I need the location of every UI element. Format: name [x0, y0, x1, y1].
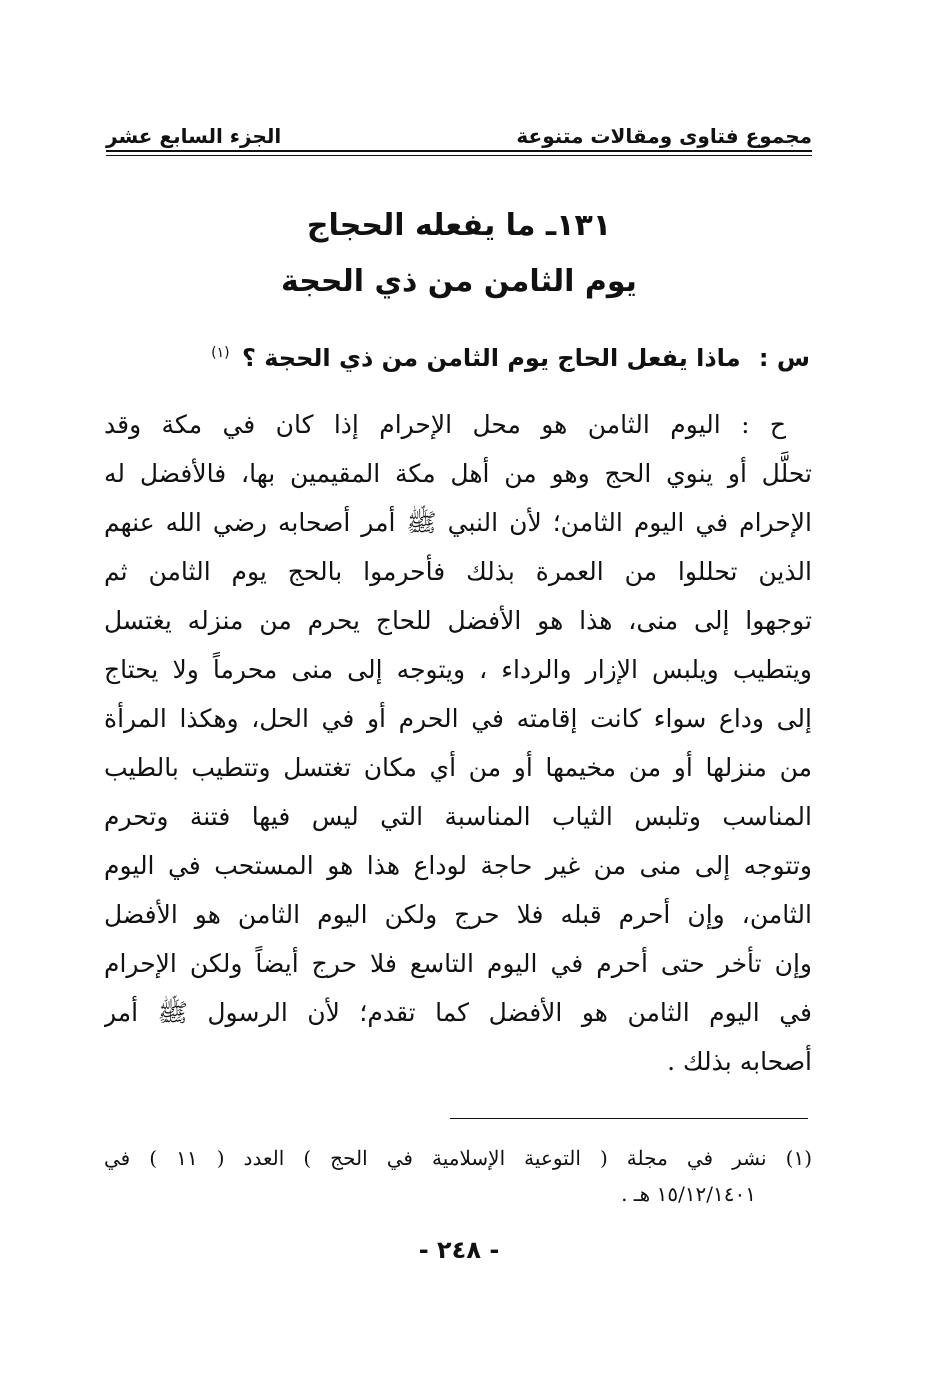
question-text: ماذا يفعل الحاج يوم الثامن من ذي الحجة ؟	[241, 344, 741, 372]
footnote	[104, 1140, 812, 1212]
footnote-line-2: ١٥/١٢/١٤٠١ هـ .	[621, 1182, 756, 1206]
answer-line: ويتطيب ويلبس الإزار والرداء ، ويتوجه إلى منى محرماً ولا يحتاج	[104, 655, 812, 684]
question	[106, 344, 810, 372]
page-number: - ٢٤٨ -	[418, 1236, 500, 1264]
answer-line: وتتوجه إلى منى من غير حاجة لوداع هذا هو المستحب في اليوم	[104, 851, 812, 880]
volume-label: الجزء السابع عشر	[106, 124, 282, 148]
answer-line: الإحرام في اليوم الثامن؛ لأن النبي ﷺ أمر أصحابه رضي الله عنهم	[104, 508, 812, 537]
answer-line: أصحابه بذلك .	[667, 1047, 812, 1076]
answer-line: إلى وداع سواء كانت إقامته في الحرم أو في الحل، وهكذا المرأة	[104, 704, 812, 733]
running-header	[106, 116, 812, 148]
footnote-line-1: (١) نشر في مجلة ( التوعية الإسلامية في الحج ) العدد ( ١١ ) في	[104, 1146, 812, 1170]
answer-line: الثامن، وإن أحرم قبله فلا حرج ولكن اليوم الثامن هو الأفضل	[104, 900, 812, 929]
title-line-1: ١٣١ـ ما يفعله الحجاج	[306, 208, 612, 243]
answer-line: الذين تحللوا من العمرة بذلك فأحرموا بالحج يوم الثامن ثم	[104, 557, 812, 586]
answer-line: المناسب وتلبس الثياب المناسبة التي ليس فيها فتنة وتحرم	[104, 802, 812, 831]
book-title: مجموع فتاوى ومقالات متنوعة	[516, 124, 812, 148]
footnote-reference: (١)	[211, 345, 230, 361]
answer-line: وإن تأخر حتى أحرم في اليوم التاسع فلا حرج أيضاً ولكن الإحرام	[104, 949, 812, 978]
answer-body	[104, 400, 812, 1086]
answer-line: من منزلها أو من مخيمها أو من أي مكان تغتسل وتتطيب بالطيب	[104, 753, 812, 782]
answer-line: توجهوا إلى منى، هذا هو الأفضل للحاج يحرم من منزله يغتسل	[104, 606, 812, 635]
question-prefix: س :	[758, 344, 810, 372]
footnote-divider	[450, 1118, 808, 1119]
fatwa-title	[106, 198, 812, 310]
answer-line: تحلَّل أو ينوي الحج وهو من أهل مكة المقيمين بها، فالأفضل له	[104, 459, 812, 488]
title-line-2: يوم الثامن من ذي الحجة	[281, 264, 637, 299]
answer-line: ح : اليوم الثامن هو محل الإحرام إذا كان في مكة وقد	[104, 410, 786, 439]
header-divider	[106, 150, 812, 156]
answer-line: في اليوم الثامن هو الأفضل كما تقدم؛ لأن الرسول ﷺ أمر	[104, 998, 812, 1027]
